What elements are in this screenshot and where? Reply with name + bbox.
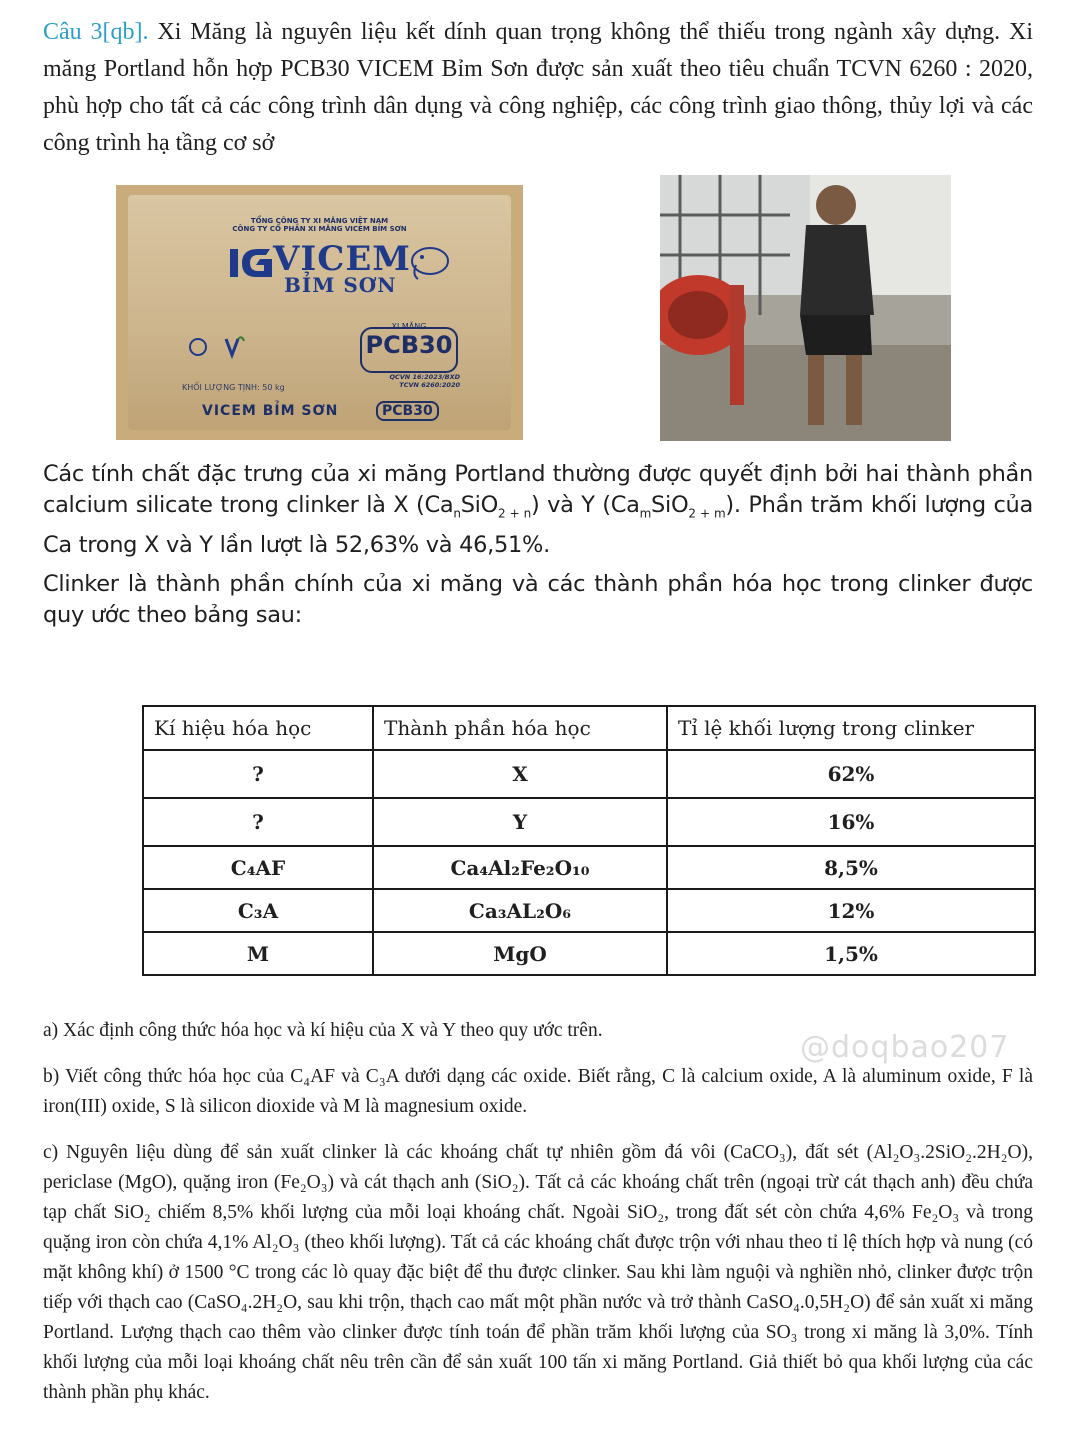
table-cell: 16% [667, 798, 1035, 846]
construction-scene-image [660, 175, 951, 441]
bag-band-left: VICEM BỈM SƠN [202, 403, 339, 419]
table-header: Thành phần hóa học [373, 706, 667, 750]
table-cell: MgO [373, 932, 667, 975]
bag-standard-2: TCVN 6260:2020 [399, 381, 460, 389]
table-cell: Ca₄Al₂Fe₂O₁₀ [373, 846, 667, 889]
table-cell: C₃A [143, 889, 373, 932]
table-cell: Ca₃AL₂O₆ [373, 889, 667, 932]
worker-photo [660, 175, 951, 441]
p2-pre: Các tính chất đặc trưng của xi măng Portland thường được quyết định bởi hai thành phần calcium silicate trong clinker là X (Ca [43, 461, 1033, 518]
bag-standard-1: QCVN 16:2023/BXD [389, 373, 460, 381]
bag-standards [350, 373, 460, 389]
watermark: @doqbao207 [800, 1030, 1010, 1065]
table-cell: ? [143, 750, 373, 798]
p2-post: ). Phần trăm khối lượng của Ca trong X và Y lần lượt là 52,63% và 46,51%. [43, 492, 1034, 558]
bag-brand: VICEM [273, 239, 411, 279]
p2-sub1: 2 + n [498, 506, 531, 521]
p2-sub2: 2 + m [688, 506, 726, 521]
table-cell: 1,5% [667, 932, 1035, 975]
clinker-table [142, 705, 1036, 976]
vicem-logo-icon [226, 245, 274, 281]
question-a: a) Xác định công thức hóa học và kí hiệu của X và Y theo quy ước trên. [43, 1020, 603, 1041]
table-row [143, 750, 1035, 798]
question-label: Câu 3[qb]. [43, 19, 149, 45]
table-header-row [143, 706, 1035, 750]
table-cell: X [373, 750, 667, 798]
clinker-paragraph: Clinker là thành phần chính của xi măng và các thành phần hóa học trong clinker được quy ước theo bảng sau: [43, 571, 1033, 628]
table-header: Kí hiệu hóa học [143, 706, 373, 750]
p2-n: n [453, 506, 461, 521]
bag-brand-sub: BỈM SƠN [284, 273, 397, 297]
calcium-silicate-paragraph [43, 459, 1033, 561]
table-cell: 8,5% [667, 846, 1035, 889]
bag-company-line1: TỔNG CÔNG TY XI MĂNG VIỆT NAM [250, 217, 389, 225]
intro-paragraph [43, 14, 1033, 162]
table-cell: Y [373, 798, 667, 846]
cement-bag-image [116, 185, 523, 440]
table-header: Tỉ lệ khối lượng trong clinker [667, 706, 1035, 750]
p2-mid3: SiO [651, 492, 689, 518]
bag-band-right: PCB30 [376, 401, 439, 421]
table-row [143, 798, 1035, 846]
p2-m: m [639, 506, 652, 521]
intro-text: Xi Măng là nguyên liệu kết dính quan trọng không thể thiếu trong ngành xây dựng. Xi măng Portland hỗn hợp PCB30 VICEM Bỉm Sơn được sản xuất theo tiêu chuẩn TCVN 6260 : 2020, phù hợp cho tất cả các công trình dân dụng và công nghiệp, các công trình giao thông, thủy lợi và các công trình hạ tầng cơ sở [43, 19, 1033, 156]
bag-body [128, 195, 511, 430]
bag-weight: KHỐI LƯỢNG TỊNH: 50 kg [182, 383, 285, 392]
table-cell: ? [143, 798, 373, 846]
certification-logos-icon [186, 335, 266, 365]
table-row [143, 846, 1035, 889]
table-cell: 12% [667, 889, 1035, 932]
question-c: c) Nguyên liệu dùng để sản xuất clinker là các khoáng chất tự nhiên gồm đá vôi (CaCO₃), đất sét (Al₂O₃.2SiO₂.2H₂O), periclase (MgO), quặng iron (Fe₂O₃) và cát thạch anh (SiO₂). Tất cả các khoáng chất trên (ngoại trừ cát thạch anh) đều chứa tạp chất SiO₂ chiếm 8,5% khối lượng của mỗi loại khoáng chất. Ngoài SiO₂, trong đất sét còn chứa 4,6% Fe₂O₃ và trong quặng iron còn chứa 4,1% Al₂O₃ (theo khối lượng). Tất cả các khoáng chất được trộn với nhau theo tỉ lệ thích hợp và nung (có mặt không khí) ở 1500 °C trong các lò quay đặc biệt để thu được clinker. Sau khi làm nguội và nghiền nhỏ, clinker được trộn tiếp với thạch cao (CaSO₄.2H₂O, sau khi trộn, thạch cao mất một phần nước và trở thành CaSO₄.0,5H₂O) để sản xuất xi măng Portland. Lượng thạch cao thêm vào clinker được tính toán để phần trăm khối lượng của SO₃ trong xi măng là 3,0%. Tính khối lượng của mỗi loại khoáng chất nêu trên cần để sản xuất 100 tấn xi măng Portland. Giả thiết bỏ qua khối lượng của các thành phần phụ khác. [43, 1142, 1033, 1403]
table-cell: C₄AF [143, 846, 373, 889]
question-b: b) Viết công thức hóa học của C₄AF và C₃A dưới dạng các oxide. Biết rằng, C là calcium oxide, A là aluminum oxide, F là iron(III) oxide, S là silicon dioxide và M là magnesium oxide. [43, 1066, 1033, 1117]
table-cell: M [143, 932, 373, 975]
p2-mid1: SiO [460, 492, 499, 518]
bag-product-label: XI MĂNG [391, 322, 427, 331]
table-row [143, 889, 1035, 932]
table-row [143, 932, 1035, 975]
bag-company-line2: CÔNG TY CỔ PHẦN XI MĂNG VICEM BỈM SƠN [232, 225, 407, 233]
table-cell: 62% [667, 750, 1035, 798]
elephant-icon [408, 243, 454, 283]
p2-mid2: ) và Y (Ca [530, 492, 640, 518]
bag-product: PCB30 [365, 331, 453, 359]
